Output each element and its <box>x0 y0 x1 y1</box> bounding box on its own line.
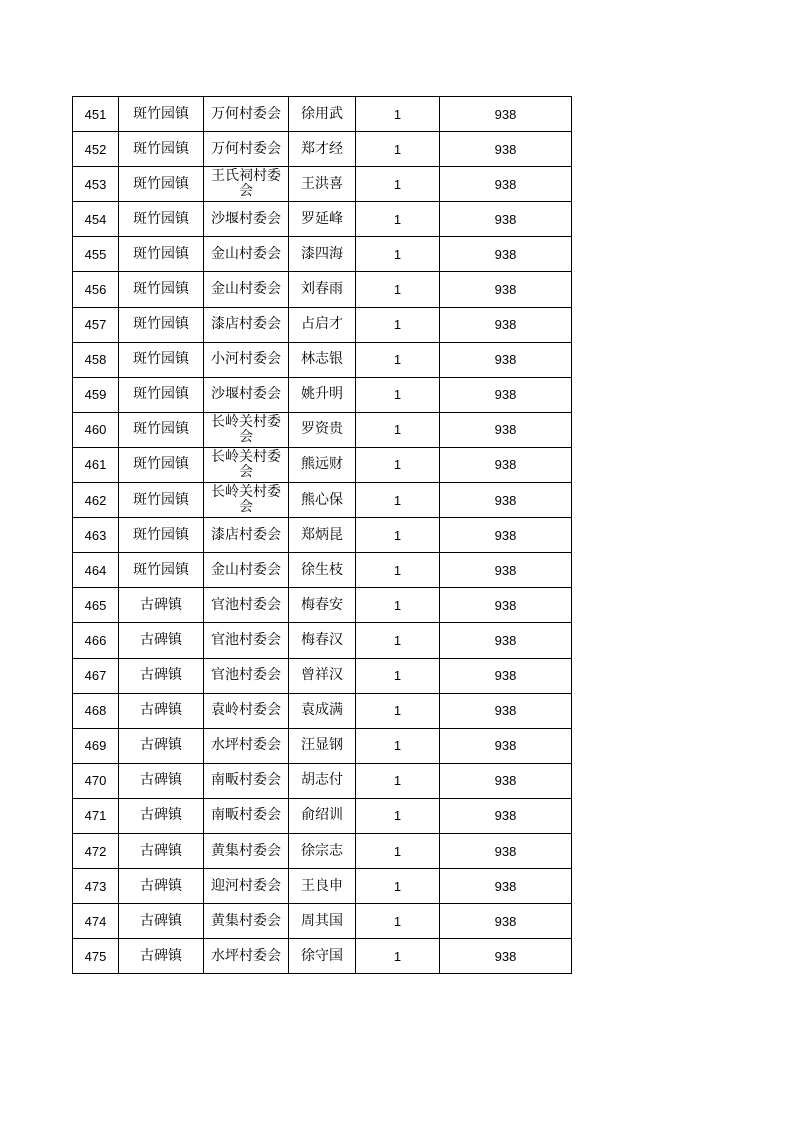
person-name-cell: 郑炳昆 <box>289 518 356 553</box>
amount-cell: 938 <box>440 939 572 974</box>
row-number-cell: 473 <box>73 869 119 904</box>
village-committee-label: 长岭关村委会 <box>211 413 281 445</box>
amount-cell: 938 <box>440 904 572 939</box>
row-number-cell: 452 <box>73 132 119 167</box>
roster-table <box>72 96 572 974</box>
village-committee-label: 金山村委会 <box>211 561 281 578</box>
village-committee-cell <box>204 798 289 833</box>
village-committee-label: 万何村委会 <box>211 105 281 122</box>
amount-cell: 938 <box>440 202 572 237</box>
village-committee-cell <box>204 132 289 167</box>
count-cell: 1 <box>356 518 440 553</box>
village-committee-cell <box>204 588 289 623</box>
village-committee-cell <box>204 447 289 482</box>
row-number-cell: 456 <box>73 272 119 307</box>
table-row <box>73 202 572 237</box>
village-committee-cell <box>204 623 289 658</box>
row-number-cell: 466 <box>73 623 119 658</box>
person-name-cell: 徐守国 <box>289 939 356 974</box>
table-row <box>73 658 572 693</box>
town-cell: 斑竹园镇 <box>119 377 204 412</box>
village-committee-label: 漆店村委会 <box>211 316 281 333</box>
amount-cell: 938 <box>440 728 572 763</box>
town-cell: 斑竹园镇 <box>119 342 204 377</box>
row-number-cell: 457 <box>73 307 119 342</box>
village-committee-cell <box>204 553 289 588</box>
town-cell: 斑竹园镇 <box>119 412 204 447</box>
person-name-cell: 王洪喜 <box>289 167 356 202</box>
row-number-cell: 454 <box>73 202 119 237</box>
amount-cell: 938 <box>440 833 572 868</box>
person-name-cell: 罗延峰 <box>289 202 356 237</box>
count-cell: 1 <box>356 377 440 412</box>
amount-cell: 938 <box>440 623 572 658</box>
row-number-cell: 463 <box>73 518 119 553</box>
person-name-cell: 袁成满 <box>289 693 356 728</box>
table-body <box>73 97 572 974</box>
person-name-cell: 俞绍训 <box>289 798 356 833</box>
count-cell: 1 <box>356 763 440 798</box>
village-committee-label: 金山村委会 <box>211 281 281 298</box>
village-committee-cell <box>204 939 289 974</box>
person-name-cell: 梅春汉 <box>289 623 356 658</box>
person-name-cell: 罗资贵 <box>289 412 356 447</box>
person-name-cell: 熊心保 <box>289 483 356 518</box>
count-cell: 1 <box>356 728 440 763</box>
village-committee-cell <box>204 833 289 868</box>
person-name-cell: 梅春安 <box>289 588 356 623</box>
table-row <box>73 167 572 202</box>
village-committee-label: 官池村委会 <box>211 667 281 684</box>
village-committee-label: 长岭关村委会 <box>211 484 281 516</box>
table-row <box>73 483 572 518</box>
town-cell: 斑竹园镇 <box>119 237 204 272</box>
row-number-cell: 469 <box>73 728 119 763</box>
village-committee-cell <box>204 167 289 202</box>
count-cell: 1 <box>356 342 440 377</box>
town-cell: 古碑镇 <box>119 833 204 868</box>
table-row <box>73 693 572 728</box>
person-name-cell: 胡志付 <box>289 763 356 798</box>
town-cell: 斑竹园镇 <box>119 307 204 342</box>
town-cell: 斑竹园镇 <box>119 202 204 237</box>
amount-cell: 938 <box>440 518 572 553</box>
count-cell: 1 <box>356 307 440 342</box>
row-number-cell: 471 <box>73 798 119 833</box>
village-committee-label: 王氏祠村委会 <box>211 168 281 200</box>
count-cell: 1 <box>356 939 440 974</box>
amount-cell: 938 <box>440 377 572 412</box>
person-name-cell: 漆四海 <box>289 237 356 272</box>
table-row <box>73 553 572 588</box>
person-name-cell: 曾祥汉 <box>289 658 356 693</box>
village-committee-label: 黄集村委会 <box>211 842 281 859</box>
table-row <box>73 518 572 553</box>
village-committee-cell <box>204 904 289 939</box>
village-committee-cell <box>204 342 289 377</box>
table-row <box>73 833 572 868</box>
amount-cell: 938 <box>440 483 572 518</box>
table-row <box>73 588 572 623</box>
count-cell: 1 <box>356 833 440 868</box>
row-number-cell: 465 <box>73 588 119 623</box>
amount-cell: 938 <box>440 132 572 167</box>
row-number-cell: 451 <box>73 97 119 132</box>
table-row <box>73 412 572 447</box>
person-name-cell: 王良申 <box>289 869 356 904</box>
table-row <box>73 342 572 377</box>
village-committee-label: 黄集村委会 <box>211 912 281 929</box>
table-row <box>73 307 572 342</box>
village-committee-label: 官池村委会 <box>211 596 281 613</box>
village-committee-label: 漆店村委会 <box>211 526 281 543</box>
table-row <box>73 904 572 939</box>
village-committee-label: 金山村委会 <box>211 245 281 262</box>
person-name-cell: 周其国 <box>289 904 356 939</box>
table-row <box>73 623 572 658</box>
village-committee-cell <box>204 307 289 342</box>
town-cell: 古碑镇 <box>119 939 204 974</box>
village-committee-cell <box>204 377 289 412</box>
village-committee-label: 沙堰村委会 <box>211 210 281 227</box>
amount-cell: 938 <box>440 869 572 904</box>
person-name-cell: 徐用武 <box>289 97 356 132</box>
table-row <box>73 939 572 974</box>
village-committee-cell <box>204 412 289 447</box>
village-committee-label: 小河村委会 <box>211 351 281 368</box>
row-number-cell: 455 <box>73 237 119 272</box>
amount-cell: 938 <box>440 307 572 342</box>
row-number-cell: 464 <box>73 553 119 588</box>
village-committee-label: 水坪村委会 <box>211 737 281 754</box>
row-number-cell: 460 <box>73 412 119 447</box>
row-number-cell: 461 <box>73 447 119 482</box>
row-number-cell: 468 <box>73 693 119 728</box>
count-cell: 1 <box>356 798 440 833</box>
count-cell: 1 <box>356 412 440 447</box>
town-cell: 斑竹园镇 <box>119 272 204 307</box>
town-cell: 斑竹园镇 <box>119 167 204 202</box>
person-name-cell: 徐宗志 <box>289 833 356 868</box>
amount-cell: 938 <box>440 658 572 693</box>
village-committee-cell <box>204 869 289 904</box>
table-row <box>73 97 572 132</box>
table-row <box>73 447 572 482</box>
town-cell: 古碑镇 <box>119 763 204 798</box>
table-row <box>73 132 572 167</box>
count-cell: 1 <box>356 553 440 588</box>
count-cell: 1 <box>356 623 440 658</box>
amount-cell: 938 <box>440 342 572 377</box>
count-cell: 1 <box>356 237 440 272</box>
count-cell: 1 <box>356 483 440 518</box>
count-cell: 1 <box>356 202 440 237</box>
person-name-cell: 林志银 <box>289 342 356 377</box>
amount-cell: 938 <box>440 798 572 833</box>
village-committee-cell <box>204 483 289 518</box>
count-cell: 1 <box>356 447 440 482</box>
town-cell: 古碑镇 <box>119 658 204 693</box>
amount-cell: 938 <box>440 237 572 272</box>
count-cell: 1 <box>356 658 440 693</box>
village-committee-label: 南畈村委会 <box>211 772 281 789</box>
count-cell: 1 <box>356 693 440 728</box>
row-number-cell: 467 <box>73 658 119 693</box>
village-committee-cell <box>204 728 289 763</box>
village-committee-cell <box>204 693 289 728</box>
amount-cell: 938 <box>440 167 572 202</box>
person-name-cell: 郑才经 <box>289 132 356 167</box>
count-cell: 1 <box>356 167 440 202</box>
count-cell: 1 <box>356 588 440 623</box>
row-number-cell: 453 <box>73 167 119 202</box>
town-cell: 古碑镇 <box>119 693 204 728</box>
count-cell: 1 <box>356 904 440 939</box>
amount-cell: 938 <box>440 693 572 728</box>
village-committee-cell <box>204 763 289 798</box>
table-row <box>73 869 572 904</box>
town-cell: 古碑镇 <box>119 904 204 939</box>
amount-cell: 938 <box>440 763 572 798</box>
town-cell: 斑竹园镇 <box>119 553 204 588</box>
person-name-cell: 刘春雨 <box>289 272 356 307</box>
town-cell: 斑竹园镇 <box>119 132 204 167</box>
village-committee-cell <box>204 237 289 272</box>
table-row <box>73 728 572 763</box>
amount-cell: 938 <box>440 412 572 447</box>
town-cell: 斑竹园镇 <box>119 518 204 553</box>
table-row <box>73 798 572 833</box>
town-cell: 古碑镇 <box>119 728 204 763</box>
town-cell: 斑竹园镇 <box>119 483 204 518</box>
village-committee-label: 袁岭村委会 <box>211 702 281 719</box>
village-committee-label: 长岭关村委会 <box>211 448 281 480</box>
town-cell: 古碑镇 <box>119 588 204 623</box>
village-committee-cell <box>204 658 289 693</box>
row-number-cell: 474 <box>73 904 119 939</box>
village-committee-cell <box>204 518 289 553</box>
village-committee-label: 迎河村委会 <box>211 877 281 894</box>
amount-cell: 938 <box>440 272 572 307</box>
village-committee-label: 官池村委会 <box>211 631 281 648</box>
row-number-cell: 472 <box>73 833 119 868</box>
amount-cell: 938 <box>440 588 572 623</box>
row-number-cell: 462 <box>73 483 119 518</box>
person-name-cell: 熊远财 <box>289 447 356 482</box>
amount-cell: 938 <box>440 97 572 132</box>
row-number-cell: 458 <box>73 342 119 377</box>
person-name-cell: 占启才 <box>289 307 356 342</box>
village-committee-label: 万何村委会 <box>211 140 281 157</box>
count-cell: 1 <box>356 97 440 132</box>
person-name-cell: 汪显钢 <box>289 728 356 763</box>
village-committee-cell <box>204 202 289 237</box>
town-cell: 古碑镇 <box>119 623 204 658</box>
row-number-cell: 470 <box>73 763 119 798</box>
person-name-cell: 姚升明 <box>289 377 356 412</box>
count-cell: 1 <box>356 869 440 904</box>
row-number-cell: 459 <box>73 377 119 412</box>
table-row <box>73 272 572 307</box>
person-name-cell: 徐生枝 <box>289 553 356 588</box>
village-committee-label: 水坪村委会 <box>211 947 281 964</box>
town-cell: 斑竹园镇 <box>119 447 204 482</box>
town-cell: 古碑镇 <box>119 869 204 904</box>
village-committee-label: 南畈村委会 <box>211 807 281 824</box>
table-row <box>73 763 572 798</box>
count-cell: 1 <box>356 132 440 167</box>
village-committee-cell <box>204 272 289 307</box>
table-row <box>73 237 572 272</box>
town-cell: 古碑镇 <box>119 798 204 833</box>
village-committee-cell <box>204 97 289 132</box>
amount-cell: 938 <box>440 447 572 482</box>
table-row <box>73 377 572 412</box>
village-committee-label: 沙堰村委会 <box>211 386 281 403</box>
row-number-cell: 475 <box>73 939 119 974</box>
amount-cell: 938 <box>440 553 572 588</box>
town-cell: 斑竹园镇 <box>119 97 204 132</box>
count-cell: 1 <box>356 272 440 307</box>
